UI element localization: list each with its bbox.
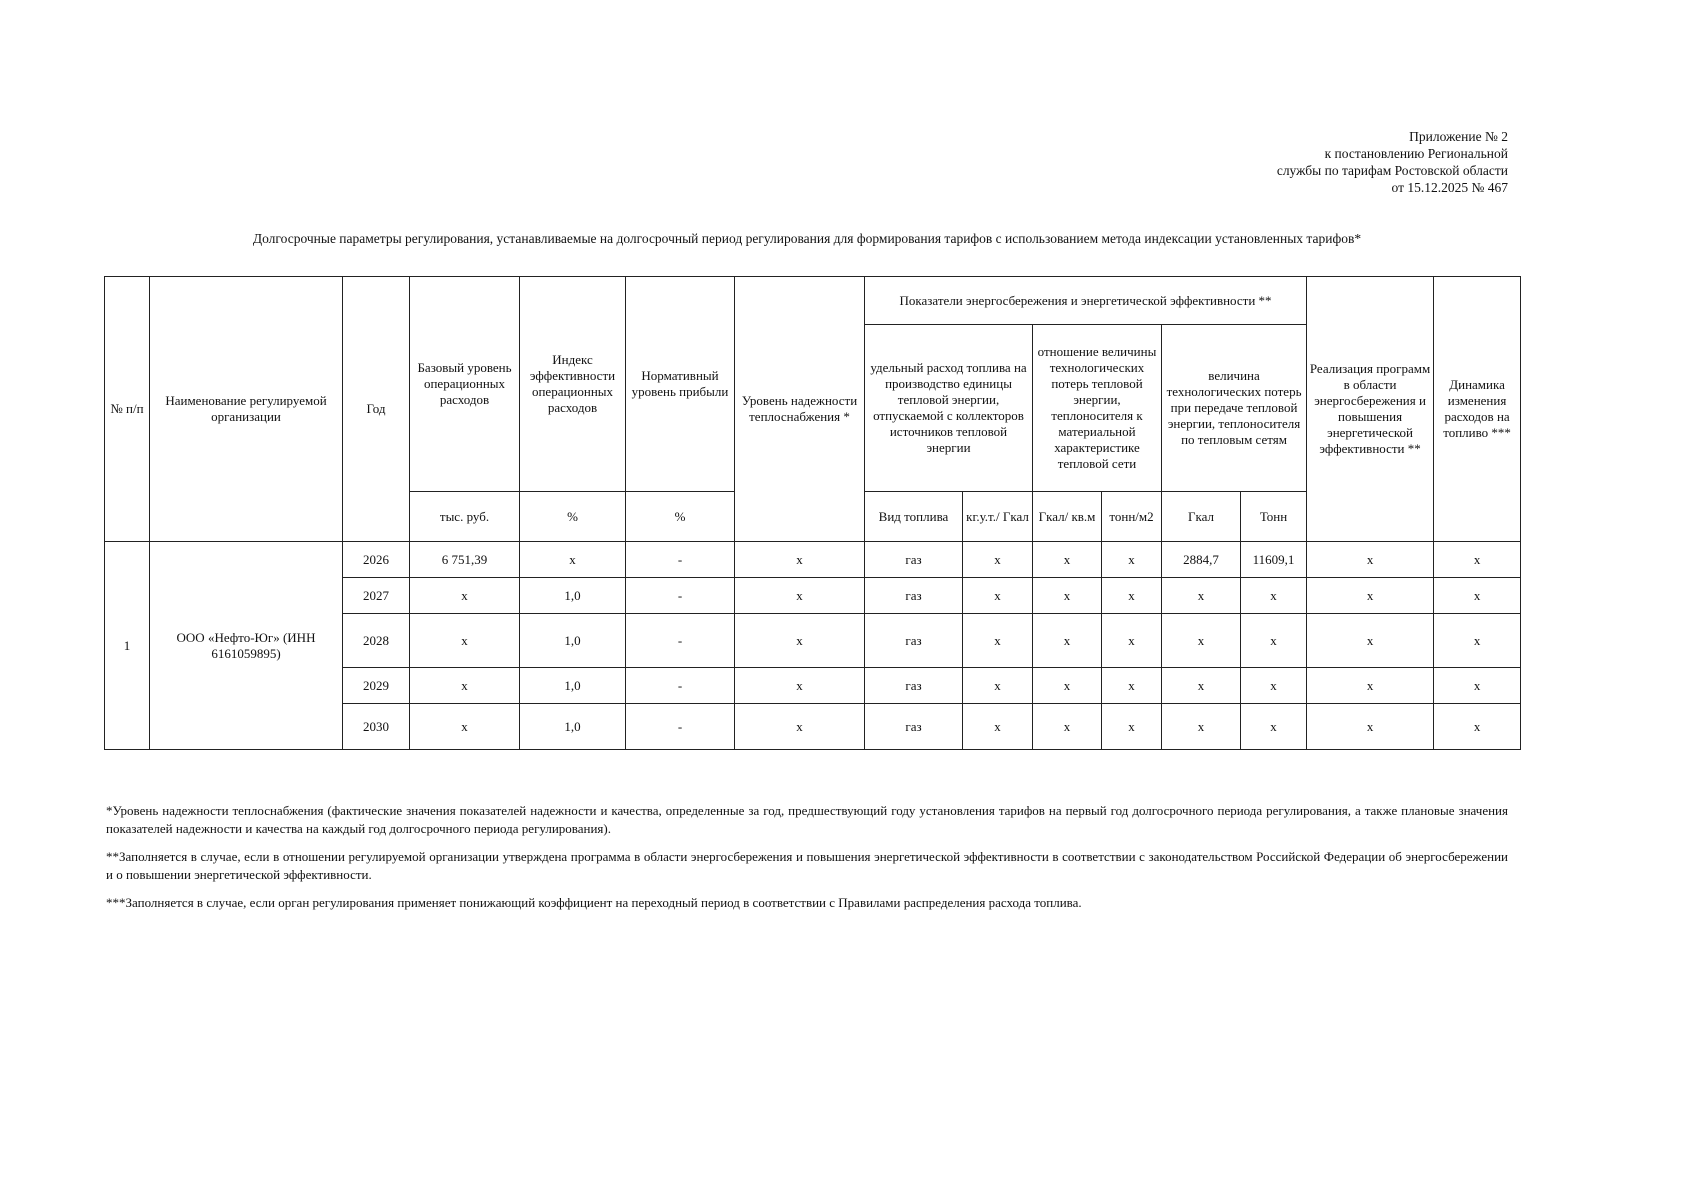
- cell-profit: -: [626, 668, 735, 704]
- cell-fuel-rate: x: [963, 542, 1033, 578]
- footnote-reliability: *Уровень надежности теплоснабжения (фактические значения показателей надежности и качества, определенные за год, предшествующий году установления тарифов на первый год долгосрочного периода регулирования, а также плановые значения показателей надежности и качества на каждый год долгосрочного периода регулирования).: [106, 803, 1508, 836]
- cell-gcal-sqm: x: [1033, 542, 1102, 578]
- appendix-number: Приложение № 2: [1409, 129, 1508, 144]
- cell-fuel-rate: x: [963, 578, 1033, 614]
- cell-profit: -: [626, 704, 735, 750]
- cell-year: 2029: [343, 668, 410, 704]
- cell-ton-m2: x: [1102, 704, 1162, 750]
- unit-fuel-rate: кг.у.т./ Гкал: [963, 492, 1033, 542]
- cell-year: 2028: [343, 614, 410, 668]
- cell-dynamics: x: [1434, 542, 1521, 578]
- cell-fuel-type: газ: [865, 668, 963, 704]
- cell-fuel-rate: x: [963, 614, 1033, 668]
- cell-year: 2030: [343, 704, 410, 750]
- cell-fuel-type: газ: [865, 542, 963, 578]
- unit-profit-level: %: [626, 492, 735, 542]
- header-loss-value: величина технологических потерь при передаче тепловой энергии, теплоносителя по тепловым сетям: [1162, 325, 1307, 492]
- cell-gcal: x: [1162, 704, 1241, 750]
- cell-gcal-sqm: x: [1033, 578, 1102, 614]
- cell-ton: 11609,1: [1241, 542, 1307, 578]
- cell-profit: -: [626, 542, 735, 578]
- resolution-reference: к постановлению Региональной: [1324, 146, 1508, 161]
- header-base-opex: Базовый уровень операционных расходов: [410, 277, 520, 492]
- unit-fuel-type: Вид топлива: [865, 492, 963, 542]
- footnotes: [106, 802, 1508, 923]
- cell-fuel-type: газ: [865, 614, 963, 668]
- cell-programs: x: [1307, 704, 1434, 750]
- cell-programs: x: [1307, 614, 1434, 668]
- cell-fuel-rate: x: [963, 668, 1033, 704]
- cell-ton: x: [1241, 578, 1307, 614]
- cell-base-opex: x: [410, 704, 520, 750]
- org-number: 1: [105, 542, 150, 750]
- footnote-energy-program: **Заполняется в случае, если в отношении регулируемой организации утверждена программа в области энергосбережения и повышения энергетической эффективности в соответствии с законодательством Российской Федерации об энергосбережении и о повышении энергетической эффективности.: [106, 849, 1508, 882]
- cell-gcal: x: [1162, 614, 1241, 668]
- header-energy-group: Показатели энергосбережения и энергетической эффективности **: [865, 277, 1307, 325]
- cell-base-opex: x: [410, 668, 520, 704]
- cell-base-opex: x: [410, 614, 520, 668]
- unit-efficiency-index: %: [520, 492, 626, 542]
- cell-dynamics: x: [1434, 704, 1521, 750]
- header-reliability: Уровень надежности теплоснабжения *: [735, 277, 865, 542]
- cell-profit: -: [626, 578, 735, 614]
- header-programs: Реализация программ в области энергосбережения и повышения энергетической эффективности **: [1307, 277, 1434, 542]
- cell-ton: x: [1241, 614, 1307, 668]
- header-profit-level: Нормативный уровень прибыли: [626, 277, 735, 492]
- cell-reliability: x: [735, 542, 865, 578]
- cell-dynamics: x: [1434, 668, 1521, 704]
- cell-dynamics: x: [1434, 578, 1521, 614]
- cell-index: 1,0: [520, 578, 626, 614]
- cell-gcal: 2884,7: [1162, 542, 1241, 578]
- header-fuel-consumption: удельный расход топлива на производство единицы тепловой энергии, отпускаемой с коллекторов источников тепловой энергии: [865, 325, 1033, 492]
- cell-gcal-sqm: x: [1033, 704, 1102, 750]
- resolution-date: от 15.12.2025 № 467: [1391, 180, 1508, 195]
- cell-reliability: x: [735, 578, 865, 614]
- cell-base-opex: x: [410, 578, 520, 614]
- cell-year: 2027: [343, 578, 410, 614]
- cell-reliability: x: [735, 668, 865, 704]
- cell-profit: -: [626, 614, 735, 668]
- unit-base-opex: тыс. руб.: [410, 492, 520, 542]
- cell-dynamics: x: [1434, 614, 1521, 668]
- unit-ton-m2: тонн/м2: [1102, 492, 1162, 542]
- header-num: № п/п: [105, 277, 150, 542]
- unit-gcal-sqm: Гкал/ кв.м: [1033, 492, 1102, 542]
- cell-fuel-rate: x: [963, 704, 1033, 750]
- cell-gcal: x: [1162, 578, 1241, 614]
- cell-index: 1,0: [520, 614, 626, 668]
- cell-base-opex: 6 751,39: [410, 542, 520, 578]
- cell-index: 1,0: [520, 668, 626, 704]
- cell-fuel-type: газ: [865, 578, 963, 614]
- header-org-name: Наименование регулируемой организации: [150, 277, 343, 542]
- regulation-parameters-table: [104, 276, 1521, 750]
- cell-reliability: x: [735, 704, 865, 750]
- header-loss-ratio: отношение величины технологических потерь тепловой энергии, теплоносителя к материальной характеристике тепловой сети: [1033, 325, 1162, 492]
- cell-programs: x: [1307, 542, 1434, 578]
- cell-gcal-sqm: x: [1033, 668, 1102, 704]
- cell-ton-m2: x: [1102, 668, 1162, 704]
- table-row: [105, 542, 1521, 578]
- cell-ton-m2: x: [1102, 614, 1162, 668]
- cell-gcal-sqm: x: [1033, 614, 1102, 668]
- unit-gcal: Гкал: [1162, 492, 1241, 542]
- cell-ton: x: [1241, 668, 1307, 704]
- header-efficiency-index: Индекс эффективности операционных расходов: [520, 277, 626, 492]
- cell-gcal: x: [1162, 668, 1241, 704]
- header-fuel-dynamics: Динамика изменения расходов на топливо ***: [1434, 277, 1521, 542]
- document-title: Долгосрочные параметры регулирования, устанавливаемые на долгосрочный период регулирования для формирования тарифов с использованием метода индексации установленных тарифов*: [252, 231, 1362, 246]
- cell-ton-m2: x: [1102, 542, 1162, 578]
- unit-ton: Тонн: [1241, 492, 1307, 542]
- org-name: ООО «Нефто-Юг» (ИНН 6161059895): [150, 542, 343, 750]
- approval-header: [1088, 128, 1508, 196]
- cell-index: 1,0: [520, 704, 626, 750]
- cell-ton-m2: x: [1102, 578, 1162, 614]
- issuing-authority: службы по тарифам Ростовской области: [1276, 163, 1508, 178]
- cell-ton: x: [1241, 704, 1307, 750]
- cell-reliability: x: [735, 614, 865, 668]
- cell-year: 2026: [343, 542, 410, 578]
- cell-fuel-type: газ: [865, 704, 963, 750]
- cell-programs: x: [1307, 668, 1434, 704]
- cell-index: x: [520, 542, 626, 578]
- header-year: Год: [343, 277, 410, 542]
- footnote-fuel-coefficient: ***Заполняется в случае, если орган регулирования применяет понижающий коэффициент на переходный период в соответствии с Правилами распределения расхода топлива.: [106, 895, 1082, 910]
- cell-programs: x: [1307, 578, 1434, 614]
